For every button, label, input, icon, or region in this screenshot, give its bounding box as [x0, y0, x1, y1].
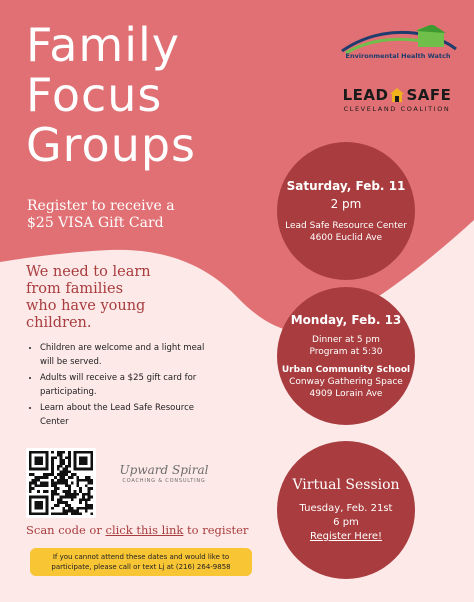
list-item: • Children are welcome and a light meal will be served. — [40, 341, 210, 369]
intro-line: who have young — [26, 298, 146, 314]
upward-spiral-tagline: COACHING & CONSULTING — [122, 478, 206, 484]
scan-text: to register — [183, 523, 249, 537]
contact-notice — [30, 548, 252, 576]
title-line: Focus — [26, 68, 163, 122]
list-item: • Learn about the Lead Safe Resource Center — [40, 401, 210, 429]
register-here-link[interactable]: Register Here! — [309, 531, 383, 542]
lead-safe-logo — [336, 86, 458, 113]
ehw-logo-text: Environmental Health Watch — [345, 52, 451, 60]
lead-safe-subtitle: CLEVELAND COALITION — [343, 105, 451, 113]
gift-card-text — [27, 198, 175, 232]
session-venue-detail: Conway Gathering Space — [289, 376, 403, 387]
qr-code-icon[interactable] — [26, 448, 96, 518]
session-time: 2 pm — [330, 196, 362, 211]
upward-spiral-logo — [112, 463, 216, 484]
title-line: Family — [26, 18, 181, 72]
intro-line: We need to learn — [26, 264, 151, 280]
title-line: Groups — [26, 118, 197, 172]
session-circle-virtual — [277, 441, 415, 579]
session-day: Tuesday, Feb. 21st — [299, 503, 393, 514]
session-circle-monday — [277, 287, 415, 425]
session-time: Program at 5:30 — [309, 346, 383, 357]
intro-line: from families — [26, 281, 124, 297]
click-this-link[interactable]: click this link — [105, 523, 184, 537]
list-item: • Adults will receive a $25 gift card for participating. — [40, 371, 210, 399]
session-address: 4909 Lorain Ave — [309, 388, 383, 399]
scan-instructions — [26, 523, 248, 537]
upward-spiral-name: Upward Spiral — [119, 463, 209, 477]
session-address: 4600 Euclid Ave — [309, 232, 383, 243]
house-icon — [390, 88, 404, 102]
session-circle-saturday — [277, 142, 415, 280]
session-venue: Urban Community School — [281, 364, 411, 375]
notice-line: If you cannot attend these dates and would like to — [52, 553, 230, 561]
lead-safe-text-left: LEAD — [342, 86, 389, 104]
page-title — [26, 20, 196, 170]
scan-text: Scan code or — [26, 523, 106, 537]
lead-safe-text-right: SAFE — [406, 86, 452, 104]
session-date: Saturday, Feb. 11 — [286, 178, 406, 193]
intro-heading — [26, 264, 151, 332]
notice-line: participate, please call or text Lj at (216) 264-9858 — [51, 563, 231, 571]
intro-line: children. — [26, 315, 92, 331]
session-date: Monday, Feb. 13 — [290, 312, 402, 327]
session-date: Virtual Session — [292, 477, 400, 493]
session-time: 6 pm — [333, 517, 359, 528]
session-venue: Lead Safe Resource Center — [285, 220, 407, 231]
details-list — [26, 341, 210, 431]
gift-line: $25 VISA Gift Card — [27, 215, 164, 231]
session-time: Dinner at 5 pm — [312, 334, 380, 345]
gift-line: Register to receive a — [27, 198, 175, 214]
